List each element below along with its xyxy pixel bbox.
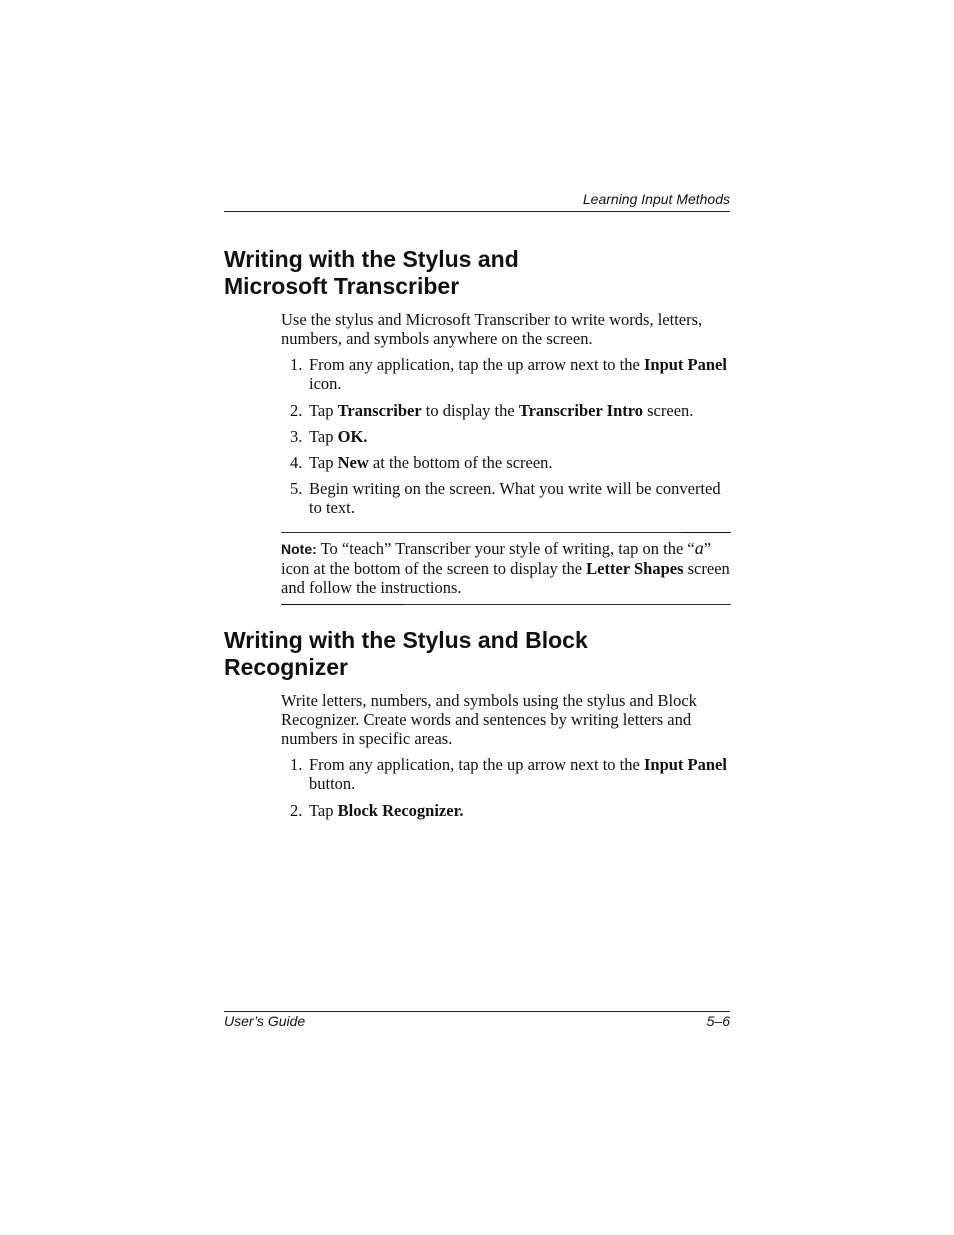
list-item: 3. Tap OK. xyxy=(290,427,368,446)
running-header: Learning Input Methods xyxy=(582,191,730,207)
intro-paragraph: Use the stylus and Microsoft Transcriber to write words, letters, numbers, and symbols anywhere on the screen. xyxy=(281,310,703,348)
heading-line: Writing with the Stylus and xyxy=(224,246,519,272)
list-item: 2. Tap Transcriber to display the Transcriber Intro screen. xyxy=(290,401,694,420)
section-heading-block-recognizer xyxy=(224,627,588,681)
list-item: 1. From any application, tap the up arrow next to the Input Panel icon. xyxy=(290,355,727,393)
steps-list xyxy=(281,755,731,820)
letter-a-icon: a xyxy=(694,538,704,558)
footer-title: User’s Guide xyxy=(224,1013,306,1029)
heading-line: Microsoft Transcriber xyxy=(224,273,460,299)
section-body-block-recognizer xyxy=(281,691,731,820)
step-number: 4. xyxy=(290,453,303,472)
section-body-transcriber xyxy=(281,310,731,605)
list-item: 5. Begin writing on the screen. What you write will be converted to text. xyxy=(290,479,721,517)
heading-line: Writing with the Stylus and Block xyxy=(224,627,588,653)
footer-rule xyxy=(224,1011,730,1012)
intro-paragraph: Write letters, numbers, and symbols using the stylus and Block Recognizer. Create words and sentences by writing letters and numbers in specific areas. xyxy=(281,691,697,748)
step-number: 1. xyxy=(290,755,303,774)
step-number: 2. xyxy=(290,801,303,820)
step-number: 3. xyxy=(290,427,303,446)
list-item: 1. From any application, tap the up arrow next to the Input Panel button. xyxy=(290,755,727,793)
heading-line: Recognizer xyxy=(224,654,348,680)
list-item: 4. Tap New at the bottom of the screen. xyxy=(290,453,553,472)
page-number: 5–6 xyxy=(706,1013,730,1029)
step-number: 2. xyxy=(290,401,303,420)
note-label: Note: xyxy=(281,541,317,557)
step-number: 5. xyxy=(290,479,303,498)
note-top-rule xyxy=(281,532,731,533)
note-bottom-rule xyxy=(281,604,731,605)
steps-list xyxy=(281,355,731,517)
section-heading-transcriber xyxy=(224,246,519,300)
step-number: 1. xyxy=(290,355,303,374)
header-rule xyxy=(224,211,730,212)
list-item: 2. Tap Block Recognizer. xyxy=(290,801,464,820)
note-paragraph: Note: To “teach” Transcriber your style of writing, tap on the “a” icon at the bottom of the screen to display the Letter Shapes screen and follow the instructions. xyxy=(281,538,730,597)
